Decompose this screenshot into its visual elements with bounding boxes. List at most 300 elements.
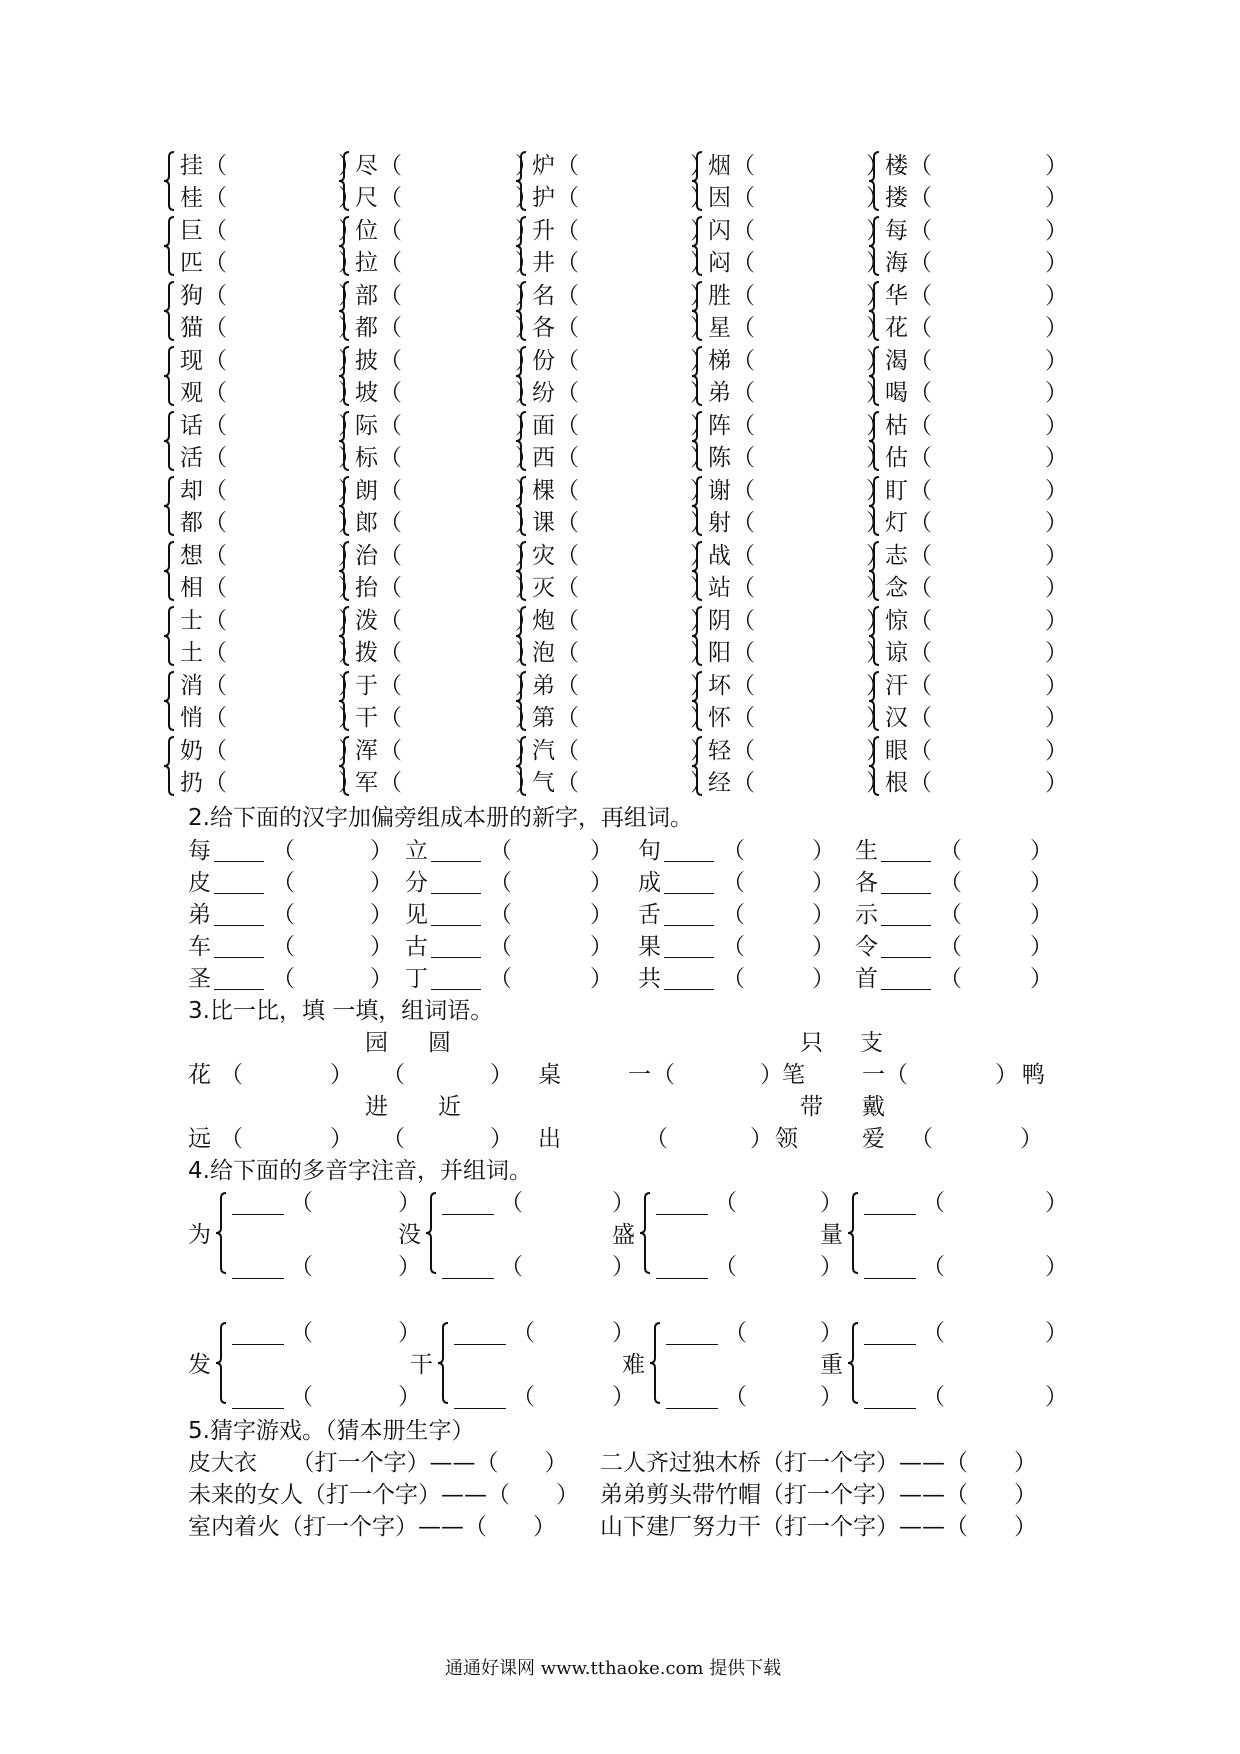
brace-icon	[514, 606, 530, 666]
char-0-8-0: 消	[180, 673, 203, 699]
brace-icon	[424, 1192, 440, 1274]
paren-close: ）	[690, 738, 713, 764]
polyphone-char: 干	[410, 1352, 433, 1378]
paren-open: （	[204, 153, 227, 179]
base-char: 令	[855, 934, 878, 960]
paren-close: ）	[690, 283, 713, 309]
paren-open: （	[909, 705, 932, 731]
char-1-0-0: 尽	[355, 153, 378, 179]
riddle: 皮大衣 （打一个字）——（ ）	[188, 1450, 568, 1476]
char-2-8-0: 弟	[532, 673, 555, 699]
paren-close: ）	[338, 738, 361, 764]
paren-close: ）	[750, 1126, 773, 1152]
paren-close: ）	[590, 934, 613, 960]
compare-char: 园	[365, 1030, 388, 1056]
char-2-9-0: 汽	[532, 738, 555, 764]
brace-icon	[514, 411, 530, 471]
paren-open: （	[909, 770, 932, 796]
paren-open: （	[909, 445, 932, 471]
paren-open: （	[556, 380, 579, 406]
paren-close: ）	[1030, 870, 1053, 896]
brace-icon	[867, 736, 883, 796]
paren-open: （	[556, 738, 579, 764]
paren-open: （	[204, 738, 227, 764]
paren-close: ）	[1045, 575, 1068, 601]
blank-line	[232, 1344, 284, 1345]
char-4-7-1: 谅	[885, 640, 908, 666]
char-1-1-0: 位	[355, 218, 378, 244]
paren-open: （	[645, 1126, 668, 1152]
paren-close: ）	[338, 445, 361, 471]
paren-close: ）	[590, 838, 613, 864]
char-0-3-1: 观	[180, 380, 203, 406]
brace-icon	[846, 1192, 862, 1274]
brace-icon	[514, 671, 530, 731]
char-1-5-1: 郎	[355, 510, 378, 536]
paren-open: （	[204, 413, 227, 439]
char-0-0-0: 挂	[180, 153, 203, 179]
char-0-2-1: 猫	[180, 315, 203, 341]
char-1-9-0: 浑	[355, 738, 378, 764]
paren-open: （	[379, 315, 402, 341]
paren-close: ）	[338, 380, 361, 406]
brace-icon	[162, 346, 178, 406]
paren-close: ）	[690, 380, 713, 406]
paren-open: （	[732, 738, 755, 764]
paren-open: （	[732, 348, 755, 374]
paren-close: ）	[1045, 413, 1068, 439]
paren-close: ）	[1045, 608, 1068, 634]
char-1-7-1: 拨	[355, 640, 378, 666]
char-2-3-1: 纷	[532, 380, 555, 406]
char-4-2-0: 华	[885, 283, 908, 309]
paren-close: ）	[866, 283, 889, 309]
blank-line	[656, 1278, 708, 1279]
word-char: 领	[775, 1126, 798, 1152]
paren-close: ）	[338, 250, 361, 276]
paren-close: ）	[1045, 543, 1068, 569]
section4-heading: 4.给下面的多音字注音，并组词。	[188, 1158, 532, 1184]
blank-line	[431, 925, 481, 926]
brace-icon	[337, 346, 353, 406]
paren-close: ）	[1045, 445, 1068, 471]
paren-close: ）	[515, 770, 538, 796]
char-0-3-0: 现	[180, 348, 203, 374]
brace-icon	[162, 151, 178, 211]
paren-close: ）	[370, 870, 393, 896]
paren-open: （	[204, 185, 227, 211]
paren-close: ）	[820, 1190, 843, 1216]
paren-open: （	[379, 250, 402, 276]
char-1-8-0: 于	[355, 673, 378, 699]
paren-open: （	[722, 870, 745, 896]
brace-icon	[867, 671, 883, 731]
char-0-9-1: 扔	[180, 770, 203, 796]
paren-open: （	[732, 185, 755, 211]
char-1-8-1: 干	[355, 705, 378, 731]
char-1-0-1: 尺	[355, 185, 378, 211]
polyphone-char: 盛	[612, 1222, 635, 1248]
paren-open: （	[732, 218, 755, 244]
char-2-1-1: 井	[532, 250, 555, 276]
paren-close: ）	[1030, 902, 1053, 928]
brace-icon	[514, 151, 530, 211]
paren-close: ）	[515, 445, 538, 471]
blank-line	[232, 1278, 284, 1279]
char-3-3-1: 弟	[708, 380, 731, 406]
paren-open: （	[732, 575, 755, 601]
paren-open: （	[556, 705, 579, 731]
brace-icon	[690, 606, 706, 666]
paren-open: （	[556, 283, 579, 309]
paren-close: ）	[690, 250, 713, 276]
char-1-2-1: 都	[355, 315, 378, 341]
brace-icon	[690, 671, 706, 731]
paren-open: （	[714, 1254, 737, 1280]
compare-char: 只	[800, 1030, 823, 1056]
paren-close: ）	[1045, 348, 1068, 374]
char-1-9-1: 军	[355, 770, 378, 796]
paren-open: （	[556, 445, 579, 471]
paren-open: （	[204, 673, 227, 699]
paren-close: ）	[866, 478, 889, 504]
brace-icon	[337, 411, 353, 471]
paren-open: （	[909, 575, 932, 601]
paren-open: （	[220, 1126, 243, 1152]
char-4-0-0: 楼	[885, 153, 908, 179]
paren-close: ）	[515, 705, 538, 731]
paren-close: ）	[812, 838, 835, 864]
blank-line	[431, 861, 481, 862]
char-3-7-1: 阳	[708, 640, 731, 666]
paren-close: ）	[812, 870, 835, 896]
paren-open: （	[489, 870, 512, 896]
paren-close: ）	[690, 185, 713, 211]
paren-open: （	[379, 738, 402, 764]
paren-close: ）	[690, 445, 713, 471]
paren-close: ）	[866, 575, 889, 601]
char-3-5-1: 射	[708, 510, 731, 536]
char-2-6-1: 灭	[532, 575, 555, 601]
brace-icon	[162, 476, 178, 536]
paren-close: ）	[690, 218, 713, 244]
brace-icon	[162, 216, 178, 276]
paren-close: ）	[1045, 705, 1068, 731]
paren-close: ）	[866, 380, 889, 406]
base-char: 车	[188, 934, 211, 960]
blank-line	[454, 1344, 506, 1345]
paren-open: （	[910, 1126, 933, 1152]
paren-close: ）	[338, 478, 361, 504]
paren-open: （	[204, 575, 227, 601]
paren-open: （	[204, 380, 227, 406]
brace-icon	[514, 476, 530, 536]
paren-close: ）	[1045, 380, 1068, 406]
brace-icon	[514, 541, 530, 601]
section2-heading: 2.给下面的汉字加偏旁组成本册的新字，再组词。	[188, 805, 693, 831]
char-0-7-1: 土	[180, 640, 203, 666]
blank-line	[431, 957, 481, 958]
paren-close: ）	[370, 934, 393, 960]
blank-line	[214, 893, 264, 894]
paren-close: ）	[866, 315, 889, 341]
char-4-5-0: 盯	[885, 478, 908, 504]
paren-close: ）	[866, 250, 889, 276]
paren-open: （	[909, 218, 932, 244]
paren-open: （	[556, 185, 579, 211]
blank-line	[232, 1214, 284, 1215]
paren-open: （	[272, 966, 295, 992]
paren-close: ）	[690, 770, 713, 796]
blank-line	[454, 1408, 506, 1409]
paren-open: （	[379, 380, 402, 406]
blank-line	[881, 893, 931, 894]
char-4-5-1: 灯	[885, 510, 908, 536]
paren-open: （	[732, 153, 755, 179]
paren-open: （	[379, 705, 402, 731]
paren-open: （	[379, 348, 402, 374]
blank-line	[664, 861, 714, 862]
brace-icon	[690, 346, 706, 406]
paren-open: （	[379, 445, 402, 471]
char-0-0-1: 桂	[180, 185, 203, 211]
paren-open: （	[290, 1384, 313, 1410]
paren-open: （	[204, 543, 227, 569]
base-char: 共	[638, 966, 661, 992]
brace-icon	[867, 346, 883, 406]
paren-close: ）	[1045, 283, 1068, 309]
char-3-5-0: 谢	[708, 478, 731, 504]
compare-char: 圆	[428, 1030, 451, 1056]
brace-icon	[436, 1322, 452, 1404]
base-char: 古	[405, 934, 428, 960]
paren-open: （	[732, 543, 755, 569]
brace-icon	[867, 541, 883, 601]
paren-close: ）	[490, 1062, 513, 1088]
paren-open: （	[290, 1190, 313, 1216]
paren-open: （	[204, 348, 227, 374]
paren-open: （	[909, 738, 932, 764]
paren-close: ）	[338, 510, 361, 536]
paren-open: （	[939, 902, 962, 928]
paren-open: （	[732, 445, 755, 471]
section3-heading: 3.比一比，填 一填，组词语。	[188, 998, 494, 1024]
blank-line	[864, 1278, 916, 1279]
paren-open: （	[732, 770, 755, 796]
paren-close: ）	[866, 348, 889, 374]
char-3-1-1: 闷	[708, 250, 731, 276]
char-1-2-0: 部	[355, 283, 378, 309]
paren-close: ）	[338, 705, 361, 731]
polyphone-char: 重	[820, 1352, 843, 1378]
paren-close: ）	[1045, 770, 1068, 796]
paren-open: （	[204, 250, 227, 276]
char-2-0-0: 炉	[532, 153, 555, 179]
base-char: 圣	[188, 966, 211, 992]
paren-open: （	[556, 478, 579, 504]
brace-icon	[867, 281, 883, 341]
brace-icon	[514, 216, 530, 276]
char-3-0-0: 烟	[708, 153, 731, 179]
char-0-5-1: 都	[180, 510, 203, 536]
paren-open: （	[556, 315, 579, 341]
paren-close: ）	[398, 1254, 421, 1280]
paren-open: （	[909, 153, 932, 179]
paren-open: （	[939, 838, 962, 864]
paren-open: （	[379, 673, 402, 699]
char-4-6-1: 念	[885, 575, 908, 601]
char-3-6-1: 站	[708, 575, 731, 601]
char-4-3-0: 渴	[885, 348, 908, 374]
paren-open: （	[939, 934, 962, 960]
paren-close: ）	[866, 738, 889, 764]
paren-open: （	[556, 218, 579, 244]
riddle: 室内着火（打一个字）——（ ）	[188, 1514, 556, 1540]
paren-close: ）	[515, 673, 538, 699]
char-4-2-1: 花	[885, 315, 908, 341]
brace-icon	[214, 1322, 230, 1404]
paren-close: ）	[515, 738, 538, 764]
paren-close: ）	[1030, 966, 1053, 992]
riddle: 未来的女人（打一个字）——（ ）	[188, 1482, 579, 1508]
base-char: 见	[405, 902, 428, 928]
paren-open: （	[489, 902, 512, 928]
base-char: 分	[405, 870, 428, 896]
brace-icon	[337, 476, 353, 536]
paren-close: ）	[338, 315, 361, 341]
paren-open: （	[732, 283, 755, 309]
riddle: 弟弟剪头带竹帽（打一个字）——（ ）	[600, 1482, 1037, 1508]
brace-icon	[337, 151, 353, 211]
compare-char: 进	[365, 1094, 388, 1120]
paren-close: ）	[515, 250, 538, 276]
paren-close: ）	[338, 348, 361, 374]
paren-close: ）	[812, 902, 835, 928]
paren-close: ）	[370, 902, 393, 928]
paren-open: （	[500, 1190, 523, 1216]
paren-open: （	[556, 348, 579, 374]
paren-open: （	[909, 478, 932, 504]
paren-open: （	[556, 608, 579, 634]
paren-open: （	[204, 510, 227, 536]
word-char: 一	[862, 1062, 885, 1088]
paren-open: （	[714, 1190, 737, 1216]
compare-char: 戴	[862, 1094, 885, 1120]
paren-close: ）	[338, 543, 361, 569]
base-char: 皮	[188, 870, 211, 896]
char-2-5-1: 课	[532, 510, 555, 536]
brace-icon	[690, 281, 706, 341]
paren-close: ）	[330, 1062, 353, 1088]
paren-close: ）	[515, 283, 538, 309]
char-4-0-1: 搂	[885, 185, 908, 211]
word-char: 远	[188, 1126, 211, 1152]
brace-icon	[690, 216, 706, 276]
brace-icon	[214, 1192, 230, 1274]
paren-open: （	[220, 1062, 243, 1088]
paren-open: （	[732, 608, 755, 634]
paren-close: ）	[338, 673, 361, 699]
char-4-9-0: 眼	[885, 738, 908, 764]
char-1-6-0: 治	[355, 543, 378, 569]
blank-line	[431, 989, 481, 990]
paren-open: （	[732, 673, 755, 699]
paren-close: ）	[866, 510, 889, 536]
riddle: 山下建厂努力干（打一个字）——（ ）	[600, 1514, 1037, 1540]
paren-close: ）	[690, 640, 713, 666]
char-2-7-1: 泡	[532, 640, 555, 666]
paren-open: （	[909, 413, 932, 439]
char-4-3-1: 喝	[885, 380, 908, 406]
paren-close: ）	[690, 315, 713, 341]
char-4-8-0: 汗	[885, 673, 908, 699]
char-0-4-1: 活	[180, 445, 203, 471]
paren-close: ）	[1045, 315, 1068, 341]
blank-line	[664, 925, 714, 926]
paren-close: ）	[338, 283, 361, 309]
blank-line	[666, 1344, 718, 1345]
brace-icon	[162, 541, 178, 601]
paren-close: ）	[690, 413, 713, 439]
paren-open: （	[722, 966, 745, 992]
blank-line	[214, 861, 264, 862]
paren-close: ）	[690, 543, 713, 569]
blank-line	[664, 989, 714, 990]
blank-line	[666, 1408, 718, 1409]
paren-close: ）	[515, 153, 538, 179]
paren-open: （	[724, 1320, 747, 1346]
paren-close: ）	[760, 1062, 783, 1088]
blank-line	[881, 989, 931, 990]
paren-close: ）	[490, 1126, 513, 1152]
paren-close: ）	[1045, 1254, 1068, 1280]
brace-icon	[690, 541, 706, 601]
paren-close: ）	[866, 673, 889, 699]
char-4-8-1: 汉	[885, 705, 908, 731]
paren-open: （	[909, 185, 932, 211]
paren-close: ）	[812, 966, 835, 992]
paren-open: （	[909, 640, 932, 666]
polyphone-char: 量	[820, 1222, 843, 1248]
paren-close: ）	[398, 1320, 421, 1346]
base-char: 成	[638, 870, 661, 896]
paren-close: ）	[1030, 838, 1053, 864]
brace-icon	[337, 541, 353, 601]
char-2-6-0: 灾	[532, 543, 555, 569]
char-1-4-0: 际	[355, 413, 378, 439]
paren-close: ）	[370, 838, 393, 864]
paren-open: （	[909, 608, 932, 634]
paren-close: ）	[995, 1062, 1018, 1088]
paren-close: ）	[398, 1384, 421, 1410]
char-0-8-1: 悄	[180, 705, 203, 731]
paren-close: ）	[866, 770, 889, 796]
paren-open: （	[204, 315, 227, 341]
char-2-4-1: 西	[532, 445, 555, 471]
char-4-1-1: 海	[885, 250, 908, 276]
paren-close: ）	[820, 1384, 843, 1410]
char-3-8-0: 坏	[708, 673, 731, 699]
brace-icon	[162, 411, 178, 471]
char-2-9-1: 气	[532, 770, 555, 796]
char-2-7-0: 炮	[532, 608, 555, 634]
paren-close: ）	[1045, 1190, 1068, 1216]
char-3-1-0: 闪	[708, 218, 731, 244]
base-char: 每	[188, 838, 211, 864]
char-3-9-0: 轻	[708, 738, 731, 764]
char-0-4-0: 话	[180, 413, 203, 439]
char-2-2-0: 名	[532, 283, 555, 309]
